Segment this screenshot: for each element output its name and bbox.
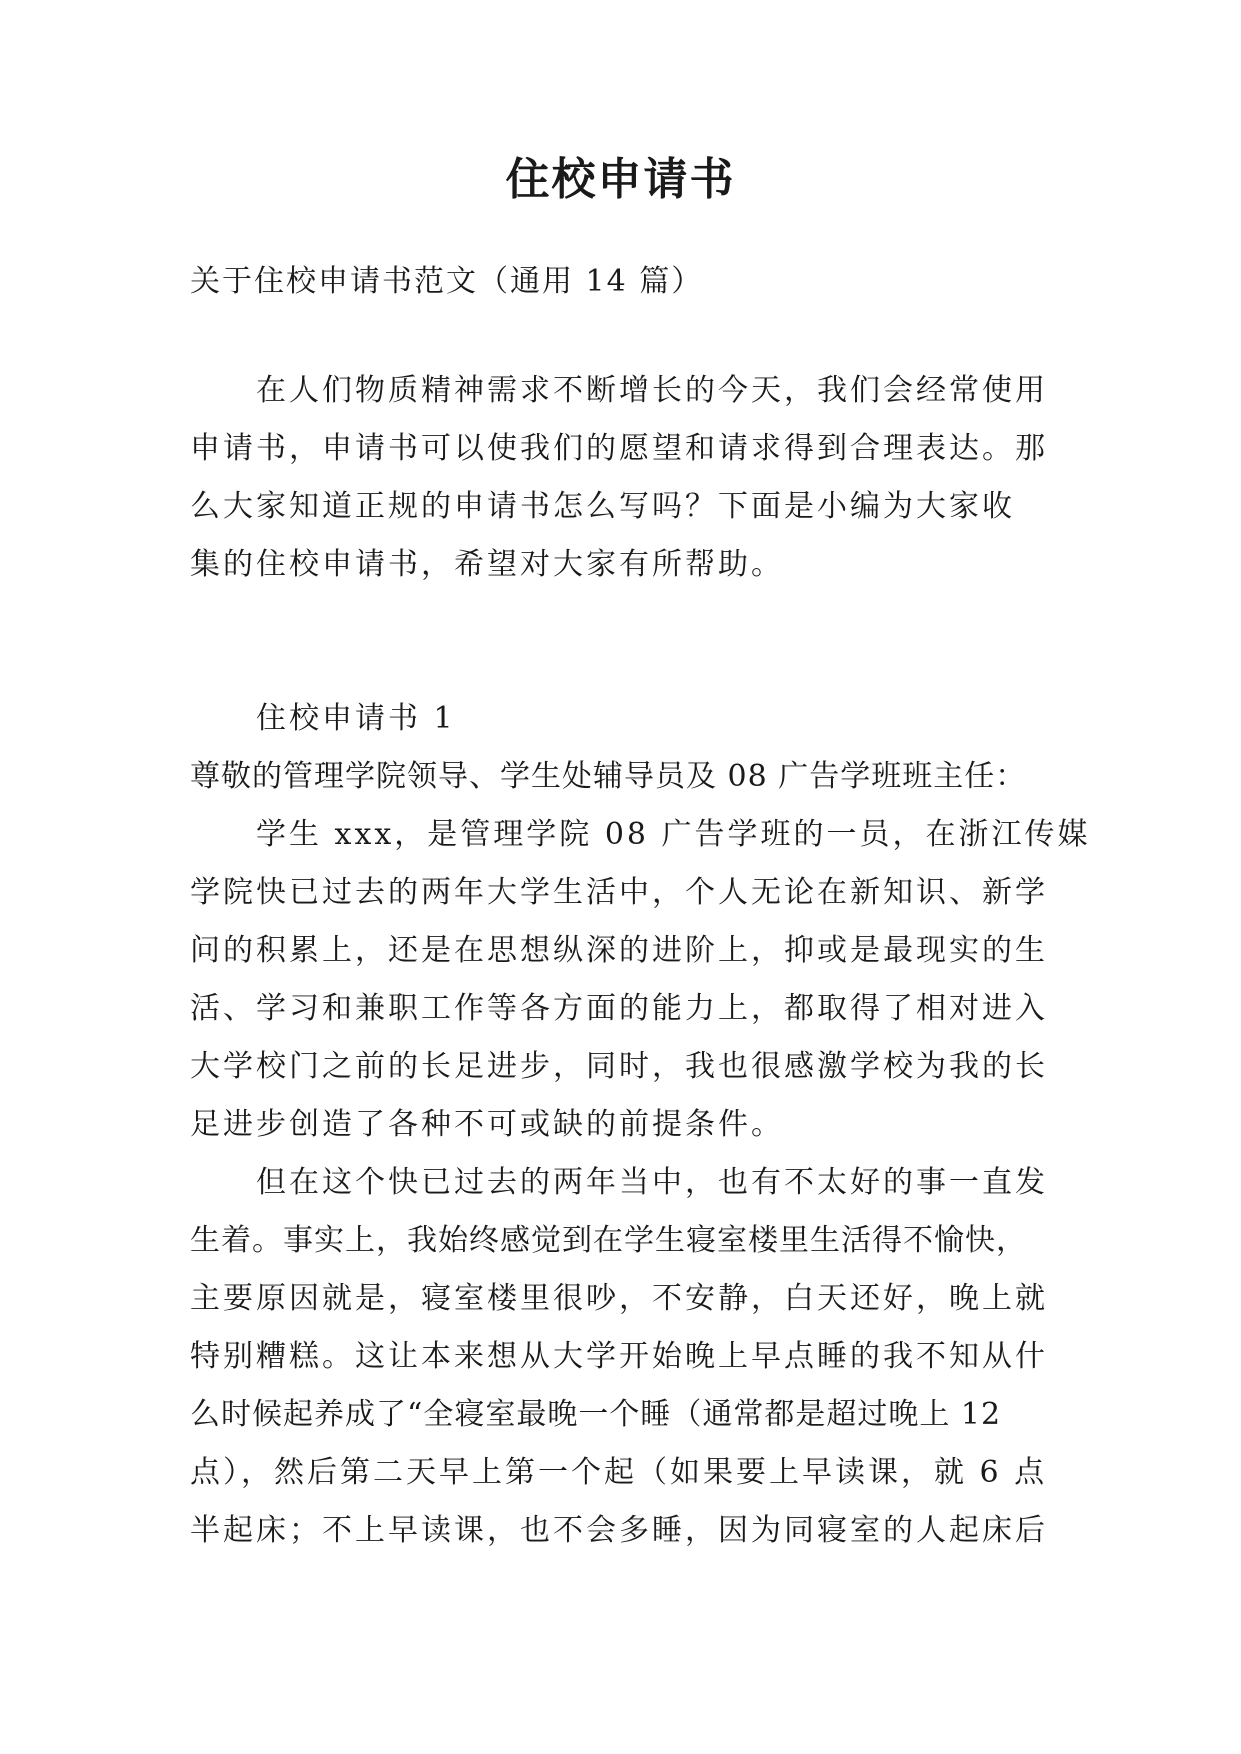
section-block <box>190 690 1050 806</box>
document-title: 住校申请书 <box>505 154 736 205</box>
paragraph-line: 点），然后第二天早上第一个起（如果要上早读课，就 6 点 <box>190 1455 1048 1490</box>
paragraph-line: 足进步创造了各种不可或缺的前提条件。 <box>190 1107 784 1142</box>
paragraph-2 <box>190 1154 1050 1560</box>
paragraph-line: 主要原因就是，寝室楼里很吵，不安静，白天还好，晚上就 <box>190 1281 1048 1316</box>
paragraph-line: 特别糟糕。这让本来想从大学开始晚上早点睡的我不知从什 <box>190 1339 1048 1374</box>
intro-line: 申请书，申请书可以使我们的愿望和请求得到合理表达。那 <box>190 431 1048 466</box>
paragraph-line: 但在这个快已过去的两年当中，也有不太好的事一直发 <box>256 1165 1048 1200</box>
paragraph-line: 学院快已过去的两年大学生活中，个人无论在新知识、新学 <box>190 875 1048 910</box>
salutation: 尊敬的管理学院领导、学生处辅导员及 08 广告学班班主任： <box>190 759 1027 794</box>
intro-line: 集的住校申请书，希望对大家有所帮助。 <box>190 547 784 582</box>
intro-paragraph <box>190 362 1050 594</box>
paragraph-line: 学生 xxx，是管理学院 08 广告学班的一员，在浙江传媒 <box>256 817 1091 852</box>
intro-line: 么大家知道正规的申请书怎么写吗？下面是小编为大家收 <box>190 489 1015 524</box>
document-subtitle: 关于住校申请书范文（通用 14 篇） <box>190 264 704 299</box>
paragraph-line: 问的积累上，还是在思想纵深的进阶上，抑或是最现实的生 <box>190 933 1048 968</box>
section-heading: 住校申请书 1 <box>256 701 456 736</box>
paragraph-line: 活、学习和兼职工作等各方面的能力上，都取得了相对进入 <box>190 991 1048 1026</box>
paragraph-1 <box>190 806 1091 1154</box>
paragraph-line: 么时候起养成了“全寝室最晚一个睡（通常都是超过晚上 12 <box>190 1397 1002 1432</box>
intro-line: 在人们物质精神需求不断增长的今天，我们会经常使用 <box>256 373 1048 408</box>
paragraph-line: 生着。事实上，我始终感觉到在学生寝室楼里生活得不愉快， <box>190 1223 1027 1258</box>
paragraph-line: 半起床；不上早读课，也不会多睡，因为同寝室的人起床后 <box>190 1513 1048 1548</box>
paragraph-line: 大学校门之前的长足进步，同时，我也很感激学校为我的长 <box>190 1049 1048 1084</box>
